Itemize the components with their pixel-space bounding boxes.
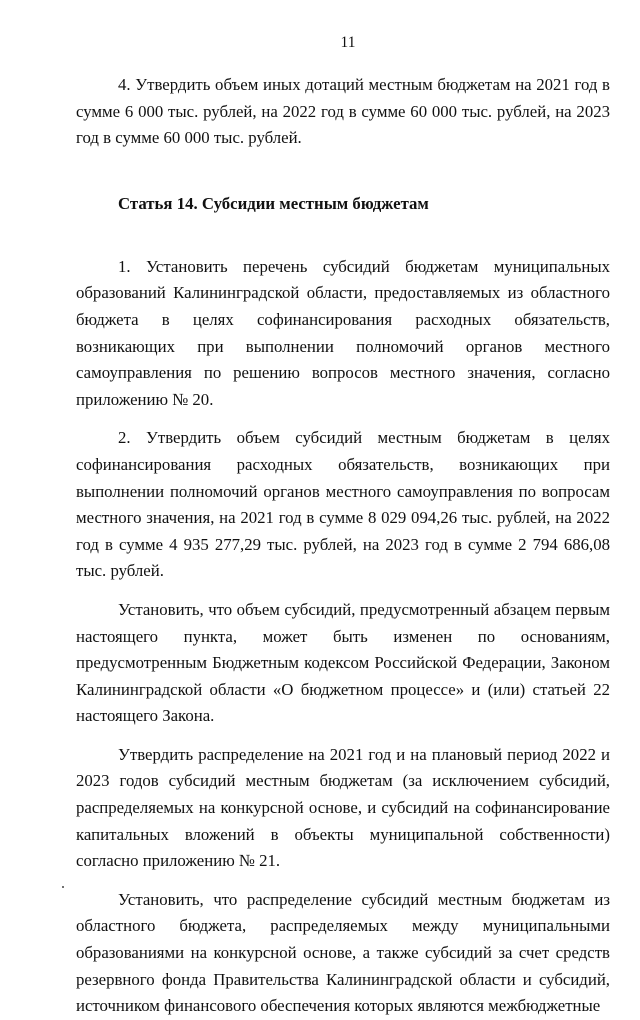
- paragraph-subsidy-distribution: Утвердить распределение на 2021 год и на плановый период 2022 и 2023 годов субсидий местным бюджетам (за исключением субсидий, распределяемых на конкурсной основе, и субсидий на софинансирование капитальных вложений в объекты муниципальной собственности) согласно приложению № 21.: [76, 744, 610, 871]
- article-heading: Статья 14. Субсидии местным бюджетам: [118, 193, 429, 213]
- scan-speck: [62, 886, 64, 888]
- paragraph-other-subsidies: 4. Утвердить объем иных дотаций местным бюджетам на 2021 год в сумме 6 000 тыс. рублей, на 2022 год в сумме 60 000 тыс. рублей, на 2023 год в сумме 60 000 тыс. рублей.: [76, 75, 610, 148]
- paragraph-subsidy-amounts: 2. Утвердить объем субсидий местным бюджетам в целях софинансирования расходных обязательств, возникающих при выполнении полномочий органов местного самоуправления по вопросам местного значения, на 2021 год в сумме 8 029 094,26 тыс. рублей, на 2022 год в сумме 4 935 277,29 тыс. рублей, на 2023 год в сумме 2 794 686,08 тыс. рублей.: [76, 428, 610, 581]
- page-number: 11: [340, 34, 356, 51]
- paragraph-competitive-subsidies: Установить, что распределение субсидий местным бюджетам из областного бюджета, распределяемых между муниципальными образованиями на конкурсной основе, а также субсидий за счет средств резервного фонда Правительства Калининградской области и субсидий, источником финансового обеспечения которых являются межбюджетные: [76, 889, 610, 1016]
- paragraph-subsidy-list: 1. Установить перечень субсидий бюджетам муниципальных образований Калининградской области, предоставляемых из областного бюджета в целях софинансирования расходных обязательств, возникающих при выполнении полномочий органов местного самоуправления по решению вопросов местного значения, согласно приложению № 20.: [76, 256, 610, 409]
- paragraph-subsidy-change: Установить, что объем субсидий, предусмотренный абзацем первым настоящего пункта, может быть изменен по основаниям, предусмотренным Бюджетным кодексом Российской Федерации, Законом Калининградской области «О бюджетном процессе» и (или) статьей 22 настоящего Закона.: [76, 599, 610, 726]
